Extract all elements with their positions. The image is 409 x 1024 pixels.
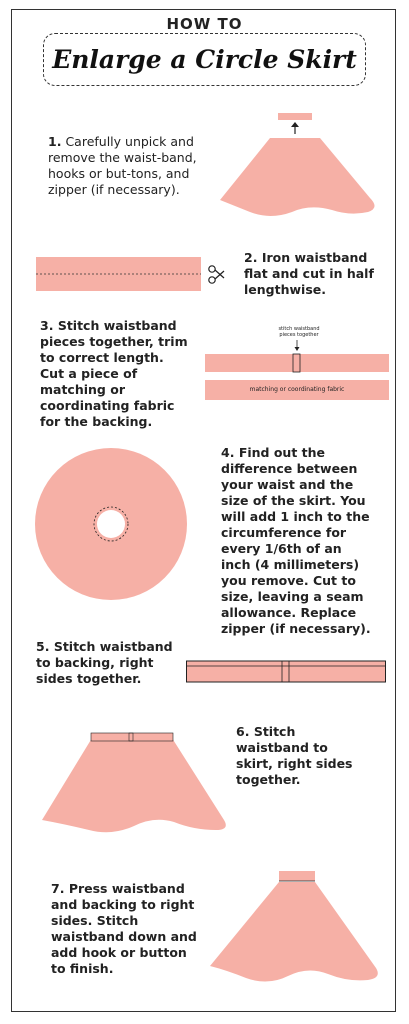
step-number: 2. (244, 250, 258, 265)
arrow-up-icon (291, 122, 299, 134)
step-number: 4. (221, 445, 235, 460)
skirt-shape (42, 738, 226, 832)
step-1 (48, 134, 198, 198)
step-6 (236, 724, 366, 788)
stitched-waistband (187, 661, 386, 682)
skirt-shape (220, 138, 375, 216)
waist-hole (97, 510, 125, 538)
step-number: 6. (236, 724, 250, 739)
step-5 (36, 639, 186, 687)
step-text: Stitch waistband pieces together, trim to correct length. Cut a piece of matching or coordinating fabric for the backing. (40, 318, 188, 429)
skirt-with-waistband-illustration (34, 730, 234, 840)
step-text: Stitch waistband to skirt, right sides together. (236, 724, 353, 787)
attached-waistband (91, 733, 173, 741)
step-number: 7. (51, 881, 65, 896)
skirt-waistband-removed-illustration (210, 108, 390, 223)
step-number: 3. (40, 318, 54, 333)
waistband-cut-illustration (36, 255, 226, 295)
circle-skirt-illustration (34, 447, 189, 602)
step-text: Press waistband and backing to right sides. Stitch waistband down and add hook or button to finish. (51, 881, 197, 976)
step-2 (244, 250, 384, 298)
step-3 (40, 318, 190, 430)
skirt-shape (210, 882, 378, 982)
header (0, 14, 409, 33)
title-box (43, 33, 366, 86)
finished-skirt-illustration (208, 870, 388, 990)
step-number: 1. (48, 134, 62, 149)
backing-label: matching or coordinating fabric (249, 386, 345, 393)
stitch-note-label: stitch waistband pieces together (278, 326, 320, 338)
step-text: Iron waistband flat and cut in half lengthwise. (244, 250, 374, 297)
scissors-icon (209, 266, 224, 283)
step-text: Find out the difference between your waist and the size of the skirt. You will add 1 inch to the circumference for every 1/6th of an inch (4 millimeters) you remove. Cut to size, leaving a seam allowance. Replace zipper (if necessary). (221, 445, 371, 636)
finished-waistband (279, 871, 315, 881)
step-7 (51, 881, 201, 977)
step-text: Carefully unpick and remove the waist-band, hooks or but-tons, and zipper (if necessary). (48, 134, 197, 197)
arrow-down-icon (295, 340, 300, 351)
step-number: 5. (36, 639, 50, 654)
page-title: Enlarge a Circle Skirt (52, 45, 357, 74)
kicker: HOW TO (160, 15, 248, 33)
waistband-strip (278, 113, 312, 120)
step-text: Stitch waistband to backing, right sides together. (36, 639, 173, 686)
joined-waistband (205, 354, 389, 372)
step-4 (221, 445, 371, 637)
waistband-stitched-illustration (186, 660, 386, 684)
